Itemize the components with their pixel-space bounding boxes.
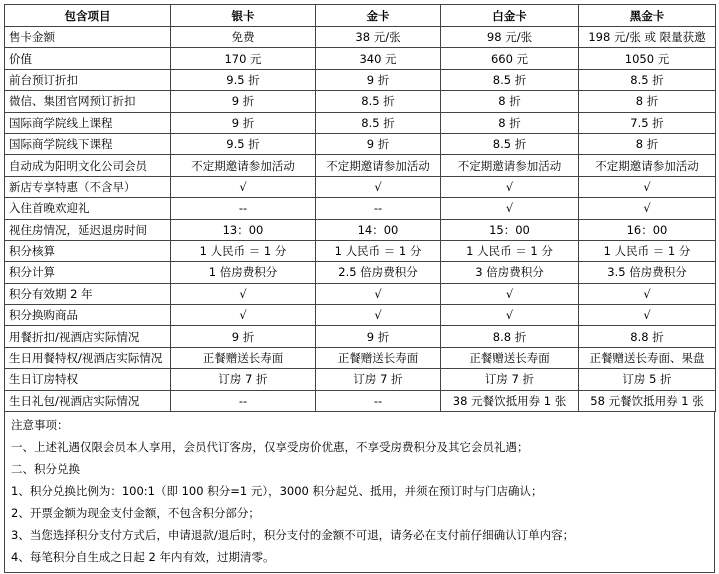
note-line: 二、积分兑换 [11,462,80,477]
header-cell: 银卡 [171,5,316,27]
table-row [5,240,716,261]
table-cell: 15：00 [441,219,579,240]
table-cell: √ [441,198,579,219]
table-row [5,369,716,390]
row-label-cell: 积分换购商品 [5,305,171,326]
row-label-cell: 生日用餐特权/视酒店实际情况 [5,347,171,368]
table-cell: 9 折 [171,91,316,112]
table-row [5,390,716,411]
table-row [5,305,716,326]
row-label-cell: 生日礼包/视酒店实际情况 [5,390,171,411]
header-cell: 金卡 [316,5,441,27]
row-label-cell: 微信、集团官网预订折扣 [5,91,171,112]
table-cell: 7.5 折 [579,112,716,133]
note-line: 3、当您选择积分支付方式后，申请退款/退后时，积分支付的金额不可退，请务必在支付前仔细确认订单内容； [11,528,575,543]
table-cell: -- [171,198,316,219]
table-cell: √ [171,283,316,304]
table-cell: 9 折 [316,69,441,90]
table-cell: 8.5 折 [579,69,716,90]
row-label-cell: 价值 [5,48,171,69]
table-cell: 8 折 [441,112,579,133]
table-cell: 1 人民币 ＝ 1 分 [579,240,716,261]
table-cell: 9 折 [171,326,316,347]
table-cell: 正餐赠送长寿面、果盘 [579,347,716,368]
table-cell: 8.5 折 [441,133,579,154]
benefits-table [4,4,716,412]
table-cell: 9 折 [316,326,441,347]
notes-title: 注意事项： [11,418,69,433]
table-cell: 订房 7 折 [441,369,579,390]
note-line: 一、上述礼遇仅限会员本人享用，会员代订客房，仅享受房价优惠，不享受房费积分及其它会员礼遇； [11,440,529,455]
header-cell: 包含项目 [5,5,171,27]
table-cell: 订房 7 折 [171,369,316,390]
table-cell: 2.5 倍房费积分 [316,262,441,283]
table-cell: -- [316,198,441,219]
table-cell: 正餐赠送长寿面 [441,347,579,368]
row-label-cell: 积分计算 [5,262,171,283]
table-row [5,69,716,90]
table-cell: 170 元 [171,48,316,69]
table-cell: 8.8 折 [441,326,579,347]
row-label-cell: 用餐折扣/视酒店实际情况 [5,326,171,347]
table-cell: 9 折 [171,112,316,133]
row-label-cell: 视住房情况，延迟退房时间 [5,219,171,240]
table-cell: √ [316,283,441,304]
note-line: 4、每笔积分自生成之日起 2 年内有效，过期清零。 [11,550,275,565]
table-cell: -- [171,390,316,411]
table-cell: 1 人民币 ＝ 1 分 [441,240,579,261]
table-row [5,283,716,304]
table-cell: 198 元/张 或 限量获邀 [579,27,716,48]
table-cell: √ [171,305,316,326]
table-cell: 1 倍房费积分 [171,262,316,283]
table-cell: 免费 [171,27,316,48]
table-cell: 8 折 [579,133,716,154]
table-row [5,219,716,240]
table-row [5,262,716,283]
table-cell: √ [171,176,316,197]
row-label-cell: 生日订房特权 [5,369,171,390]
header-row [5,5,716,27]
table-cell: 订房 5 折 [579,369,716,390]
table-cell: 340 元 [316,48,441,69]
table-cell: 不定期邀请参加活动 [316,155,441,176]
note-line: 2、开票金额为现金支付金额，不包含积分部分； [11,506,260,521]
notes-section [4,412,715,573]
row-label-cell: 自动成为阳明文化公司会员 [5,155,171,176]
table-cell: 13：00 [171,219,316,240]
table-cell: 1 人民币 ＝ 1 分 [316,240,441,261]
table-cell: √ [579,283,716,304]
table-cell: 正餐赠送长寿面 [316,347,441,368]
table-row [5,198,716,219]
table-row [5,176,716,197]
table-cell: √ [579,305,716,326]
table-row [5,112,716,133]
table-cell: 8.5 折 [316,91,441,112]
row-label-cell: 新店专享特惠（不含早） [5,176,171,197]
table-cell: 3.5 倍房费积分 [579,262,716,283]
row-label-cell: 国际商学院线上课程 [5,112,171,133]
table-cell: 8 折 [579,91,716,112]
table-cell: 不定期邀请参加活动 [579,155,716,176]
table-cell: √ [579,176,716,197]
note-line: 1、积分兑换比例为：100:1（即 100 积分=1 元），3000 积分起兑、抵用，并须在预订时与门店确认； [11,484,543,499]
table-cell: 1 人民币 ＝ 1 分 [171,240,316,261]
table-cell: 9.5 折 [171,69,316,90]
table-cell: 58 元餐饮抵用券 1 张 [579,390,716,411]
table-cell: 订房 7 折 [316,369,441,390]
row-label-cell: 积分有效期 2 年 [5,283,171,304]
table-cell: √ [441,283,579,304]
table-cell: 16：00 [579,219,716,240]
table-row [5,27,716,48]
table-cell: 14：00 [316,219,441,240]
table-cell: 660 元 [441,48,579,69]
header-cell: 黑金卡 [579,5,716,27]
table-cell: √ [316,176,441,197]
table-cell: 不定期邀请参加活动 [171,155,316,176]
table-cell: 38 元餐饮抵用券 1 张 [441,390,579,411]
table-cell: √ [316,305,441,326]
table-cell: 8.5 折 [441,69,579,90]
membership-benefits-document [4,4,715,573]
row-label-cell: 入住首晚欢迎礼 [5,198,171,219]
table-cell: -- [316,390,441,411]
table-row [5,91,716,112]
table-cell: √ [441,176,579,197]
row-label-cell: 积分核算 [5,240,171,261]
table-row [5,48,716,69]
table-row [5,347,716,368]
table-cell: 1050 元 [579,48,716,69]
row-label-cell: 售卡金额 [5,27,171,48]
table-row [5,155,716,176]
table-cell: 不定期邀请参加活动 [441,155,579,176]
table-cell: 98 元/张 [441,27,579,48]
table-cell: 3 倍房费积分 [441,262,579,283]
table-cell: 9 折 [316,133,441,154]
table-cell: 8.5 折 [316,112,441,133]
table-cell: 9.5 折 [171,133,316,154]
table-cell: √ [441,305,579,326]
table-cell: 正餐赠送长寿面 [171,347,316,368]
table-row [5,326,716,347]
row-label-cell: 前台预订折扣 [5,69,171,90]
header-cell: 白金卡 [441,5,579,27]
table-row [5,133,716,154]
row-label-cell: 国际商学院线下课程 [5,133,171,154]
table-cell: 8.8 折 [579,326,716,347]
table-cell: √ [579,198,716,219]
table-cell: 8 折 [441,91,579,112]
table-cell: 38 元/张 [316,27,441,48]
